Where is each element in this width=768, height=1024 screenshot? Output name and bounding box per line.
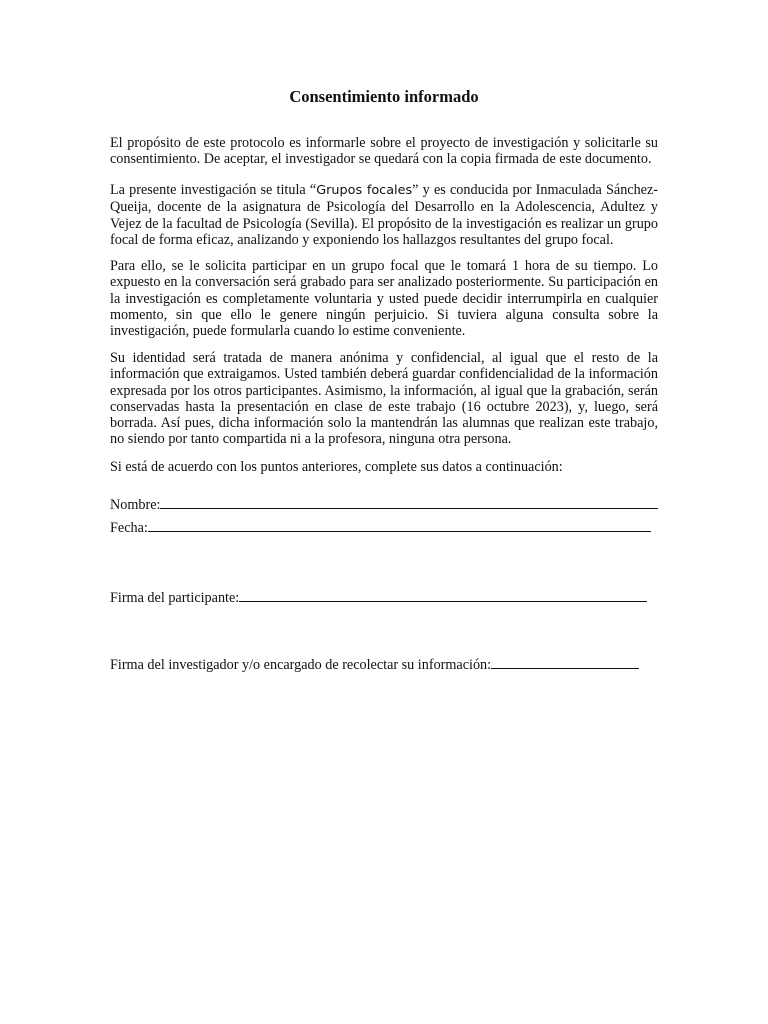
fecha-field xyxy=(110,518,651,537)
project-paragraph xyxy=(110,182,658,248)
nombre-label: Nombre: xyxy=(110,497,161,513)
fecha-label: Fecha: xyxy=(110,520,148,536)
firma-participante-label: Firma del participante: xyxy=(110,590,240,606)
document-title: Consentimiento informado xyxy=(289,87,479,106)
participation-paragraph: Para ello, se le solicita participar en un grupo focal que le tomará 1 hora de su tiempo. Lo expuesto en la conversación será grabado para ser analizado posteriormente. Su participación en la investigación es completamente voluntaria y usted puede decidir interrumpirla en cualquier momento, sin que ello le genere ningún perjuicio. Si tuviera alguna consulta sobre la investigación, puede formularla cuando lo estime conveniente. xyxy=(110,258,658,340)
instructions-paragraph: Si está de acuerdo con los puntos anteriores, complete sus datos a continuación: xyxy=(110,459,563,475)
firma-participante-field xyxy=(110,588,647,607)
firma-investigador-blank-line[interactable] xyxy=(491,655,639,669)
project-paragraph-start: La presente investigación se titula “ xyxy=(110,182,317,198)
firma-investigador-field xyxy=(110,655,639,674)
project-paragraph-end: ” y es conducida por Inmaculada Sánchez-Queija, docente de la asignatura de Psicología del Desarrollo en la Adolescencia, Adultez y Vejez de la facultad de Psicología (Sevilla). El propósito de la investigación es realizar un grupo focal de forma eficaz, analizando y exponiendo los hallazgos resultantes del grupo focal. xyxy=(110,182,658,248)
firma-investigador-label: Firma del investigador y/o encargado de recolectar su información: xyxy=(110,657,492,673)
confidentiality-paragraph: Su identidad será tratada de manera anónima y confidencial, al igual que el resto de la información que extraigamos. Usted también deberá guardar confidencialidad de la información expresada por los otros participantes. Asimismo, la información, al igual que la grabación, serán conservadas hasta la presentación en clase de este trabajo (16 octubre 2023), y, luego, será borrada. Así pues, dicha información solo la mantendrán las alumnas que realizan este trabajo, no siendo por tanto compartida ni a la profesora, ninguna otra persona. xyxy=(110,350,658,448)
project-name: Grupos focales xyxy=(316,183,413,198)
intro-paragraph: El propósito de este protocolo es informarle sobre el proyecto de investigación y solicitarle su consentimiento. De aceptar, el investigador se quedará con la copia firmada de este documento. xyxy=(110,135,658,168)
nombre-blank-line[interactable] xyxy=(160,495,658,509)
nombre-field xyxy=(110,495,658,514)
firma-participante-blank-line[interactable] xyxy=(239,588,647,602)
fecha-blank-line[interactable] xyxy=(148,518,651,532)
